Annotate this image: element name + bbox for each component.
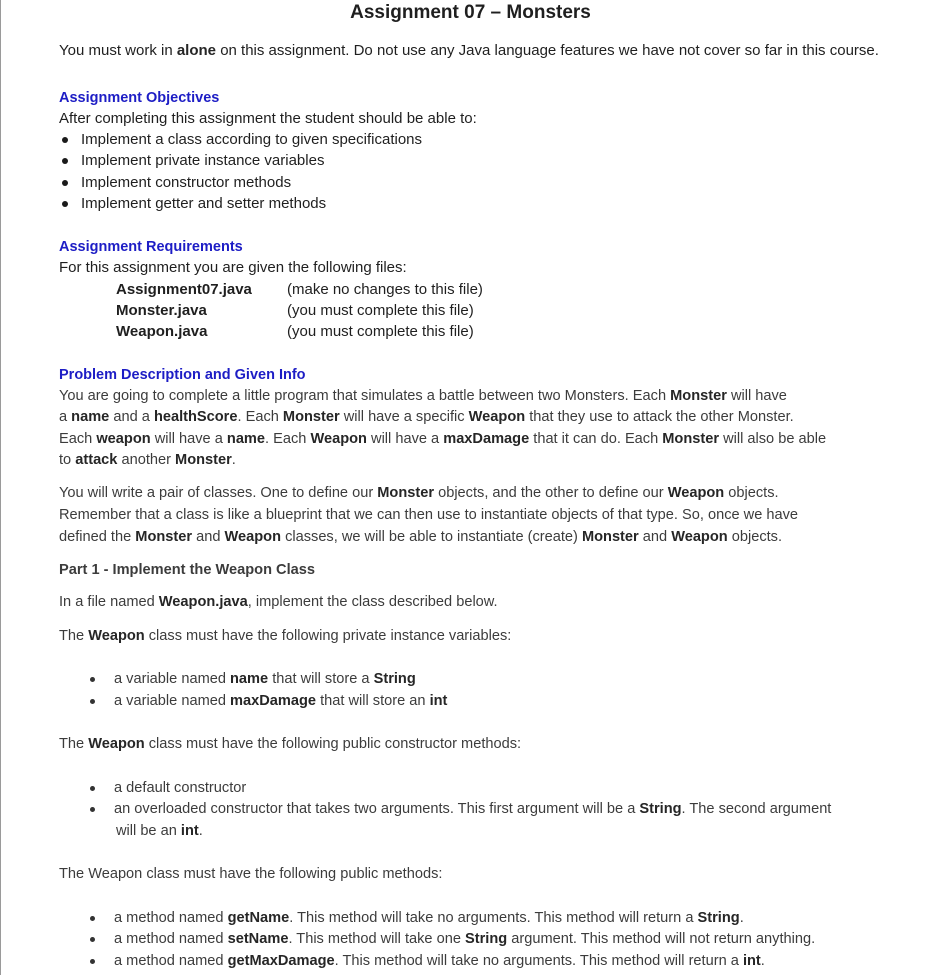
intro-line: You must work in alone on this assignment. Do not use any Java language features we have not cover so far in this course. — [59, 42, 879, 59]
method-item: a method named getName. This method will take no arguments. This method will return a String. — [90, 910, 744, 926]
problem-paragraph-line: You will write a pair of classes. One to define our Monster objects, and the other to define our Weapon objects. — [59, 485, 779, 501]
bullet-icon — [90, 807, 95, 812]
bullet-icon — [62, 137, 68, 143]
file-note: (you must complete this file) — [287, 302, 474, 319]
method-item: a method named setName. This method will take one String argument. This method will not return anything. — [90, 931, 815, 947]
methods-lead: The Weapon class must have the following public methods: — [59, 866, 443, 882]
ctor-item: a default constructor — [90, 780, 246, 796]
ctors-lead: The Weapon class must have the following public constructor methods: — [59, 736, 522, 752]
part1-heading: Part 1 - Implement the Weapon Class — [59, 562, 315, 578]
objective-item: Implement private instance variables — [59, 152, 324, 169]
bullet-icon — [90, 786, 95, 791]
requirements-lead: For this assignment you are given the following files: — [59, 259, 407, 276]
problem-heading: Problem Description and Given Info — [59, 367, 306, 383]
bullet-icon — [90, 916, 95, 921]
ctor-item-continued: will be an int. — [116, 823, 203, 839]
problem-paragraph-line: defined the Monster and Weapon classes, we will be able to instantiate (create) Monster and Weapon objects. — [59, 529, 783, 545]
file-name: Assignment07.java — [116, 281, 252, 298]
file-name: Weapon.java — [116, 323, 208, 340]
vars-lead: The Weapon class must have the following private instance variables: — [59, 628, 512, 644]
method-item: a method named getMaxDamage. This method will take no arguments. This method will return a int. — [90, 953, 765, 969]
document-title: Assignment 07 – Monsters — [350, 2, 591, 23]
bullet-icon — [90, 699, 95, 704]
requirements-heading: Assignment Requirements — [59, 239, 243, 255]
var-item: a variable named maxDamage that will store an int — [90, 693, 447, 709]
page-left-edge — [0, 0, 1, 975]
ctor-item: an overloaded constructor that takes two arguments. This first argument will be a String. The second argument — [90, 801, 831, 817]
file-note: (make no changes to this file) — [287, 281, 483, 298]
objectives-lead: After completing this assignment the student should be able to: — [59, 110, 477, 127]
bullet-icon — [62, 201, 68, 207]
file-note: (you must complete this file) — [287, 323, 474, 340]
file-name: Monster.java — [116, 302, 207, 319]
bullet-icon — [90, 937, 95, 942]
problem-paragraph-line: Each weapon will have a name. Each Weapon will have a maxDamage that it can do. Each Monster will also be able — [59, 431, 827, 447]
bullet-icon — [62, 180, 68, 186]
part1-file-line: In a file named Weapon.java, implement the class described below. — [59, 594, 498, 610]
bullet-icon — [62, 158, 68, 164]
objective-item: Implement getter and setter methods — [59, 195, 326, 212]
problem-paragraph-line: Remember that a class is like a blueprint that we can then use to instantiate objects of that type. So, once we have — [59, 507, 799, 523]
problem-paragraph-line: a name and a healthScore. Each Monster will have a specific Weapon that they use to attack the other Monster. — [59, 409, 794, 425]
objective-item: Implement a class according to given specifications — [59, 131, 422, 148]
problem-paragraph-line: to attack another Monster. — [59, 452, 236, 468]
bullet-icon — [90, 959, 95, 964]
problem-paragraph-line: You are going to complete a little program that simulates a battle between two Monsters. Each Monster will have — [59, 388, 787, 404]
objectives-heading: Assignment Objectives — [59, 90, 220, 106]
var-item: a variable named name that will store a String — [90, 671, 416, 687]
objective-item: Implement constructor methods — [59, 174, 291, 191]
bullet-icon — [90, 677, 95, 682]
